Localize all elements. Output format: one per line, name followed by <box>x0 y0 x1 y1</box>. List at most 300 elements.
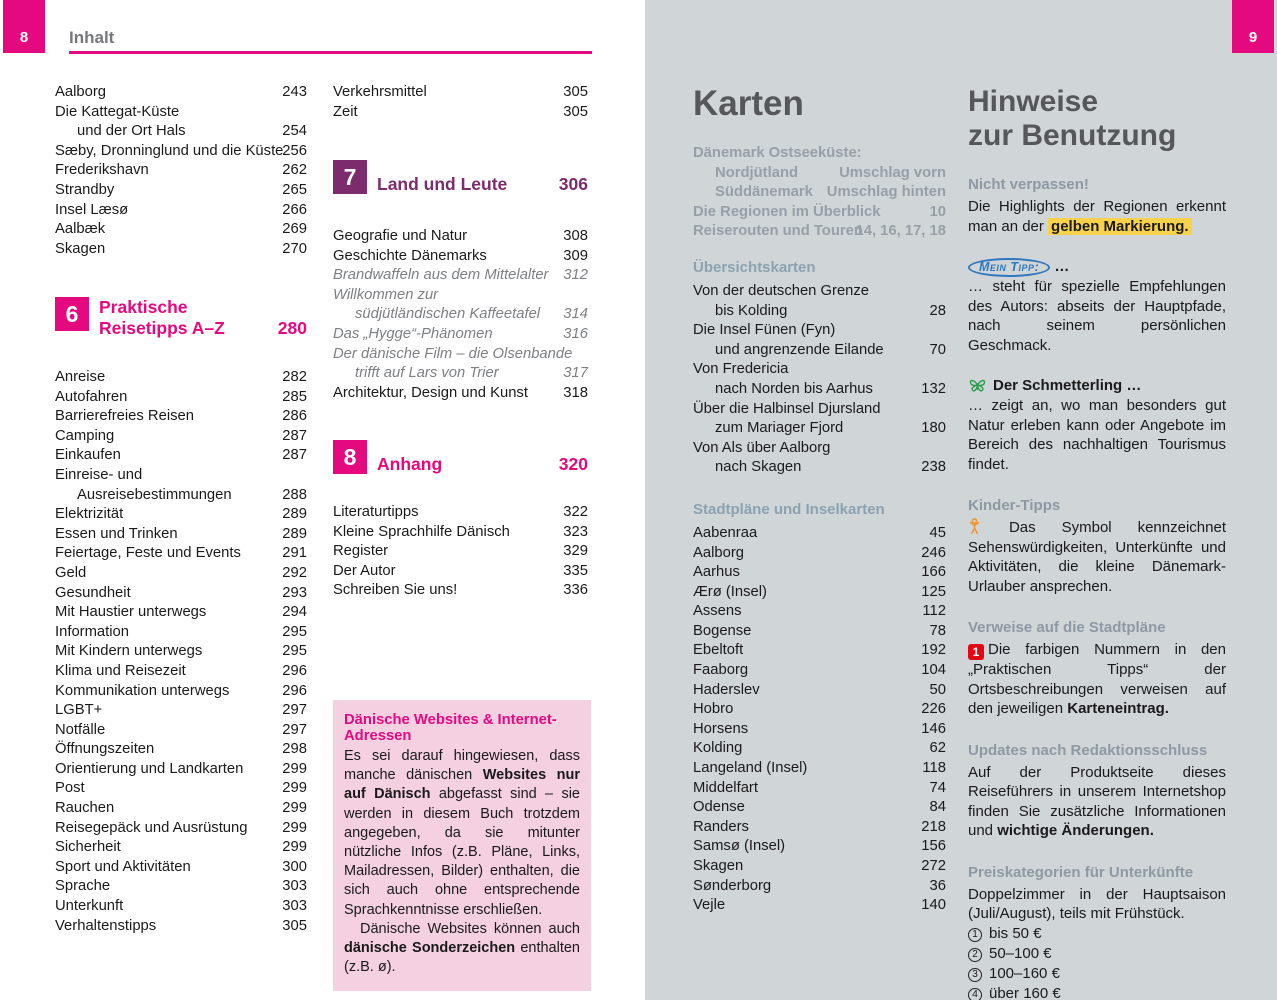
toc-row <box>693 602 946 622</box>
section7-title: Land und Leute <box>377 173 508 194</box>
toc-entry-page: Umschlag vorn <box>839 164 946 181</box>
toc-row <box>55 819 307 839</box>
toc-row <box>693 720 946 740</box>
toc-entry-label: Ærø (Insel) <box>693 583 767 600</box>
toc-row <box>693 641 946 661</box>
toc-entry-page: 132 <box>921 380 946 397</box>
toc-row <box>55 623 307 643</box>
toc-entry-label: Middelfart <box>693 779 758 796</box>
toc-entry-label: Aabenraa <box>693 524 758 541</box>
toc-entry-label: trifft auf Lars von Trier <box>355 365 499 382</box>
toc-row <box>55 83 307 103</box>
toc-row <box>55 161 307 181</box>
toc-row <box>55 799 307 819</box>
toc-row <box>693 380 946 400</box>
toc-row <box>693 857 946 877</box>
toc-entry-label: Assens <box>693 603 742 620</box>
toc-entry-label: Sprache <box>55 878 111 895</box>
toc-entry-label: Öffnungszeiten <box>55 741 155 758</box>
toc-row <box>55 564 307 584</box>
toc-row <box>693 544 946 564</box>
toc-entry-label: Aalborg <box>693 544 745 561</box>
toc-row <box>693 681 946 701</box>
kinder-tipps-head: Kinder-Tipps <box>968 497 1061 514</box>
toc-entry-page: 314 <box>563 306 588 323</box>
circled-number-icon: 1 <box>968 928 982 942</box>
toc-entry-page: 246 <box>921 544 946 561</box>
schmetterling-head <box>968 377 1226 394</box>
mein-tipp-line: Mein Tipp: … <box>968 258 1226 277</box>
toc-entry-page: 287 <box>282 427 307 444</box>
toc-entry-label: Verkehrsmittel <box>333 84 427 100</box>
toc-row <box>693 524 946 544</box>
toc-entry-label: Von Als über Aalborg <box>693 439 831 456</box>
toc-entry-page: 303 <box>282 898 307 915</box>
uebersichtskarten-list <box>693 282 946 478</box>
section6-title: Praktische Reisetipps A–Z <box>99 297 225 338</box>
stadtplaene-list <box>693 524 946 916</box>
toc-entry-page: 297 <box>282 702 307 719</box>
toc-entry-label: Klima und Reisezeit <box>55 662 186 679</box>
toc-entry-label: Mit Haustier unterwegs <box>55 604 207 621</box>
toc-entry-label: Skagen <box>693 858 744 874</box>
toc-entry-page: 78 <box>929 622 946 639</box>
toc-entry-page: 295 <box>282 643 307 660</box>
toc-row <box>693 360 946 380</box>
toc-entry-page: 288 <box>282 486 307 503</box>
page-right <box>645 0 1277 1000</box>
toc-entry-page: 297 <box>282 721 307 738</box>
verweise-text: 1 Die farbigen Nummern in den „Praktischen Tipps“ der Ortsbeschreibungen verweisen auf den jeweiligen Karteneintrag. <box>968 641 1226 717</box>
toc-row <box>55 779 307 799</box>
toc-row <box>693 400 946 420</box>
section8-page: 320 <box>558 453 588 474</box>
nicht-verpassen-head: Nicht verpassen! <box>968 176 1089 193</box>
toc-entry-label: Der Autor <box>333 562 396 579</box>
nicht-verpassen-text: Die Highlights der Regionen erkennt man an der gelben Markierung. <box>968 198 1226 235</box>
toc-row <box>55 103 307 123</box>
toc-entry-page: 318 <box>563 384 588 401</box>
toc-entry-page: 285 <box>282 388 307 405</box>
toc-row <box>333 247 588 267</box>
toc-entry-label: Ausreisebestimmungen <box>77 486 232 503</box>
toc-column2-top <box>333 83 588 122</box>
toc-entry-page: 305 <box>563 103 588 120</box>
toc-entry-page: 45 <box>929 524 946 541</box>
toc-row <box>55 858 307 878</box>
toc-entry-label: Literaturtipps <box>333 504 419 520</box>
toc-entry-page: Umschlag hinten <box>826 184 946 201</box>
toc-row <box>693 877 946 897</box>
toc-row <box>55 877 307 897</box>
toc-row <box>333 503 588 523</box>
infobox-danish-websites <box>333 700 591 991</box>
toc-row <box>693 700 946 720</box>
toc-entry-page: 298 <box>282 741 307 758</box>
toc-entry-page: 296 <box>282 662 307 679</box>
toc-entry-page: 303 <box>282 878 307 895</box>
toc-entry-page: 62 <box>929 740 946 757</box>
toc-entry-page: 287 <box>282 447 307 464</box>
toc-entry-label: Elektrizität <box>55 506 124 523</box>
toc-entry-label: Feiertage, Feste und Events <box>55 545 241 562</box>
section8-badge: 8 <box>333 440 367 474</box>
toc-entry-page: 146 <box>921 720 946 737</box>
toc-row <box>55 240 307 260</box>
toc-entry-page: 286 <box>282 408 307 425</box>
toc-entry-page: 316 <box>563 325 588 342</box>
toc-entry-label: Gesundheit <box>55 584 131 601</box>
toc-entry-page: 254 <box>282 123 307 140</box>
toc-row <box>55 220 307 240</box>
toc-row <box>55 201 307 221</box>
price-row <box>968 924 1226 944</box>
toc-entry-label: Horsens <box>693 720 749 737</box>
toc-entry-label: südjütländischen Kaffeetafel <box>355 306 541 323</box>
toc-entry-page: 125 <box>921 583 946 600</box>
toc-entry-label: Über die Halbinsel Djursland <box>693 400 881 417</box>
toc-entry-page: 70 <box>929 341 946 358</box>
toc-entry-label: Von Fredericia <box>693 361 789 378</box>
toc-row <box>333 305 588 325</box>
toc-entry-page: 226 <box>921 701 946 718</box>
toc-entry-label: Bogense <box>693 622 752 639</box>
child-icon <box>968 518 981 535</box>
toc-entry-page: 329 <box>563 543 588 560</box>
toc-entry-page: 308 <box>563 228 588 244</box>
toc-section8-items <box>333 503 588 601</box>
toc-entry-page: 192 <box>921 642 946 659</box>
toc-entry-page: 300 <box>282 858 307 875</box>
toc-row <box>55 181 307 201</box>
toc-entry-label: Sæby, Dronninglund und die Küste <box>55 142 284 159</box>
toc-entry-page: 140 <box>921 897 946 914</box>
yellow-highlight: gelben Markierung. <box>1048 218 1192 235</box>
toc-entry-page: 282 <box>282 369 307 385</box>
toc-entry-page: 166 <box>921 564 946 581</box>
toc-row <box>693 439 946 459</box>
price-row <box>968 984 1226 1000</box>
toc-row <box>55 388 307 408</box>
infobox-paragraph-2: Dänische Websites können auch dänische Sonderzeichen enthalten (z.B. ø). <box>344 920 580 976</box>
toc-row <box>333 542 588 562</box>
toc-entry-page: 305 <box>282 917 307 934</box>
toc-entry-page: 312 <box>563 267 588 284</box>
toc-row <box>333 227 588 247</box>
toc-entry-label: Zeit <box>333 103 358 120</box>
toc-entry-page: 289 <box>282 525 307 542</box>
toc-row <box>55 427 307 447</box>
toc-section7-items <box>333 227 588 403</box>
circled-number-icon: 4 <box>968 988 982 1000</box>
toc-row <box>333 523 588 543</box>
toc-entry-page: 256 <box>282 142 307 159</box>
section6-page: 280 <box>277 317 307 338</box>
toc-entry-page: 299 <box>282 839 307 856</box>
toc-entry-label: Sønderborg <box>693 877 772 894</box>
toc-row <box>693 837 946 857</box>
toc-row <box>693 818 946 838</box>
toc-entry-label: Rauchen <box>55 800 115 817</box>
toc-entry-label: Odense <box>693 799 745 816</box>
schmetterling-text: … zeigt an, wo man besonders gut Natur erleben kann oder Angebote im Bereich des nachhaltigen Tourismus findet. <box>968 397 1226 473</box>
toc-entry-page: 156 <box>921 838 946 855</box>
toc-entry-label: und der Ort Hals <box>77 123 186 140</box>
toc-entry-label: Geschichte Dänemarks <box>333 247 487 264</box>
butterfly-icon <box>968 377 987 394</box>
toc-entry-page: 309 <box>563 247 588 264</box>
toc-row <box>333 581 588 601</box>
toc-entry-label: Samsø (Insel) <box>693 838 786 855</box>
toc-row <box>55 682 307 702</box>
toc-entry-page: 84 <box>929 799 946 816</box>
toc-entry-label: nach Norden bis Aarhus <box>715 380 873 397</box>
price-label: über 160 € <box>989 984 1061 1000</box>
hinweise-heading: Hinweise zur Benutzung <box>968 85 1177 152</box>
toc-row <box>55 897 307 917</box>
toc-entry-page: 238 <box>921 459 946 476</box>
toc-entry-label: Essen und Trinken <box>55 525 178 542</box>
toc-entry-page: 104 <box>921 662 946 679</box>
toc-entry-page: 262 <box>282 162 307 179</box>
updates-text: Auf der Produktseite dieses Reiseführers in unserem Internetshop finden Sie zusätzliche Informationen und wichtige Änderungen. <box>968 763 1226 839</box>
toc-row <box>55 740 307 760</box>
toc-entry-page: 299 <box>282 800 307 817</box>
kinder-tipps-text: Das Symbol kennzeichnet Sehenswürdigkeiten, Unterkünfte und Aktivitäten, die kleine Dänemark-Urlauber ansprechen. <box>968 519 1226 595</box>
toc-entry-label: Einkaufen <box>55 447 121 464</box>
price-list <box>968 924 1226 1000</box>
toc-entry-page: 299 <box>282 780 307 797</box>
price-label: bis 50 € <box>989 924 1042 942</box>
toc-entry-label: Insel Læsø <box>55 201 129 218</box>
karten-heading: Karten <box>693 84 804 123</box>
toc-entry-page: 28 <box>929 302 946 319</box>
toc-entry-page: 50 <box>929 681 946 698</box>
toc-row <box>693 798 946 818</box>
section7-badge: 7 <box>333 160 367 194</box>
toc-entry-label: Schreiben Sie uns! <box>333 582 458 599</box>
price-label: 100–160 € <box>989 964 1060 982</box>
toc-row <box>333 325 588 345</box>
toc-entry-page: 218 <box>921 818 946 835</box>
toc-entry-page: 269 <box>282 221 307 238</box>
toc-row <box>55 603 307 623</box>
toc-entry-label: nach Skagen <box>715 459 802 476</box>
toc-entry-label: Aalbæk <box>55 221 106 238</box>
mein-tipp-stamp-icon: Mein Tipp: <box>968 258 1050 277</box>
toc-row <box>55 368 307 388</box>
toc-row <box>693 583 946 603</box>
toc-row <box>693 222 946 242</box>
toc-row <box>693 321 946 341</box>
toc-entry-label: Reiserouten und Touren <box>693 223 863 240</box>
toc-row <box>333 364 588 384</box>
section7-header <box>333 160 588 194</box>
section8-title: Anhang <box>377 453 443 474</box>
toc-entry-page: 294 <box>282 604 307 621</box>
toc-entry-page: 305 <box>563 84 588 100</box>
toc-column1-items <box>55 368 307 936</box>
toc-entry-page: 335 <box>563 562 588 579</box>
toc-entry-label: Barrierefreies Reisen <box>55 408 194 425</box>
toc-entry-label: Süddänemark <box>715 184 813 201</box>
toc-entry-label: bis Kolding <box>715 302 788 319</box>
toc-row <box>55 662 307 682</box>
page-number-right: 9 <box>1248 29 1258 46</box>
toc-entry-label: Sport und Aktivitäten <box>55 858 191 875</box>
toc-row <box>55 407 307 427</box>
toc-entry-label: Sicherheit <box>55 839 121 856</box>
toc-entry-page: 317 <box>563 365 588 382</box>
toc-row <box>693 661 946 681</box>
toc-entry-label: Skagen <box>55 240 106 257</box>
price-row <box>968 964 1226 984</box>
toc-row <box>55 642 307 662</box>
toc-row <box>55 122 307 142</box>
toc-entry-label: Faaborg <box>693 662 749 679</box>
toc-row <box>693 896 946 916</box>
section6-header <box>55 297 307 338</box>
toc-column1-top <box>55 83 307 259</box>
toc-entry-label: Brandwaffeln aus dem Mittelalter <box>333 267 549 284</box>
toc-entry-page: 292 <box>282 564 307 581</box>
karten-cover-maps-list <box>693 144 946 242</box>
infobox-title: Dänische Websites & Internet-Adressen <box>344 712 557 744</box>
toc-entry-label: Verhaltenstipps <box>55 917 157 934</box>
toc-row <box>693 302 946 322</box>
toc-entry-label: Die Insel Fünen (Fyn) <box>693 322 836 339</box>
toc-row <box>333 103 588 123</box>
page-title: Inhalt <box>69 28 115 47</box>
toc-entry-label: Information <box>55 623 130 640</box>
toc-row <box>55 446 307 466</box>
toc-entry-label: Von der deutschen Grenze <box>693 282 870 299</box>
toc-entry-label: Willkommen zur <box>333 286 439 303</box>
toc-entry-label: Aarhus <box>693 564 740 581</box>
toc-entry-page: 295 <box>282 623 307 640</box>
toc-row <box>693 739 946 759</box>
toc-row <box>55 838 307 858</box>
toc-entry-label: Kommunikation unterwegs <box>55 682 230 699</box>
toc-entry-label: zum Mariager Fjord <box>715 420 844 437</box>
toc-row <box>693 622 946 642</box>
toc-row <box>55 525 307 545</box>
toc-entry-label: Dänemark Ostseeküste: <box>693 145 862 161</box>
stadtplaene-subhead: Stadtpläne und Inselkarten <box>693 500 885 518</box>
toc-row <box>55 505 307 525</box>
toc-entry-page: 118 <box>922 760 946 777</box>
updates-head: Updates nach Redaktionsschluss <box>968 741 1208 759</box>
toc-entry-label: Kleine Sprachhilfe Dänisch <box>333 523 510 540</box>
toc-row <box>693 419 946 439</box>
toc-row <box>55 486 307 506</box>
toc-entry-label: Architektur, Design und Kunst <box>333 384 528 401</box>
toc-row <box>55 584 307 604</box>
schmetterling-title: Der Schmetterling … <box>993 377 1142 394</box>
toc-row <box>693 164 946 184</box>
toc-entry-page: 272 <box>921 858 946 874</box>
toc-entry-label: Unterkunft <box>55 898 124 915</box>
toc-row <box>55 466 307 486</box>
toc-entry-page: 243 <box>282 84 307 100</box>
toc-entry-page: 10 <box>929 203 946 220</box>
toc-entry-label: Nordjütland <box>715 164 799 181</box>
price-label: 50–100 € <box>989 944 1052 962</box>
toc-entry-page: 299 <box>282 760 307 777</box>
toc-entry-page: 293 <box>282 584 307 601</box>
toc-entry-page: 291 <box>282 545 307 562</box>
toc-entry-page: 299 <box>282 819 307 836</box>
toc-entry-label: Vejle <box>693 897 726 914</box>
toc-entry-label: Die Regionen im Überblick <box>693 203 881 220</box>
toc-row <box>693 458 946 478</box>
toc-entry-label: Einreise- und <box>55 466 143 483</box>
toc-entry-page: 266 <box>282 201 307 218</box>
toc-row <box>55 760 307 780</box>
toc-entry-label: Reisegepäck und Ausrüstung <box>55 819 248 836</box>
toc-entry-page: 74 <box>929 779 946 796</box>
toc-entry-label: Register <box>333 543 389 560</box>
mein-tipp-text: … steht für spezielle Empfehlungen des Autors: abseits der Hauptpfade, nach seinem persönlichen Geschmack. <box>968 278 1226 354</box>
toc-entry-label: Frederikshavn <box>55 162 149 179</box>
section8-header <box>333 440 588 474</box>
toc-entry-label: Ebeltoft <box>693 642 744 659</box>
toc-row <box>693 203 946 223</box>
toc-entry-page: 336 <box>563 582 588 599</box>
infobox-paragraph-1: Es sei darauf hingewiesen, dass manche dänischen Websites nur auf Dänisch abgefasst sind – sie werden in diesem Buch trotzdem angegeben, da sie mitunter nützliche Infos (z.B. Pläne, Links, Mailadressen, Bilder) enthalten, die sich auch ohne entsprechende Sprachkenntnisse erschließen. <box>344 748 581 918</box>
toc-entry-label: Post <box>55 780 85 797</box>
toc-row <box>55 142 307 162</box>
toc-entry-page: 296 <box>282 682 307 699</box>
section6-badge: 6 <box>55 297 89 331</box>
toc-entry-label: Hobro <box>693 701 734 718</box>
toc-entry-page: 322 <box>563 504 588 520</box>
toc-row <box>693 144 946 164</box>
toc-entry-label: Geografie und Natur <box>333 228 468 244</box>
toc-row <box>693 282 946 302</box>
toc-row <box>693 779 946 799</box>
page-number-tab-left <box>3 0 45 53</box>
toc-entry-label: Autofahren <box>55 388 128 405</box>
toc-row <box>693 183 946 203</box>
toc-row <box>333 286 588 306</box>
toc-entry-label: Langeland (Insel) <box>693 760 808 777</box>
hinweise-column <box>968 85 1226 1000</box>
toc-row <box>55 701 307 721</box>
map-number-badge-icon: 1 <box>968 644 984 660</box>
page-number-left: 8 <box>19 29 29 46</box>
karten-column <box>693 85 946 916</box>
toc-row <box>693 563 946 583</box>
toc-entry-label: LGBT+ <box>55 702 103 719</box>
toc-entry-page: 14, 16, 17, 18 <box>855 223 946 240</box>
toc-entry-label: Aalborg <box>55 84 107 100</box>
toc-entry-label: Das „Hygge“-Phänomen <box>333 325 493 342</box>
toc-entry-label: Notfälle <box>55 721 106 738</box>
preiskategorien-intro: Doppelzimmer in der Hauptsaison (Juli/August), teils mit Frühstück. <box>968 885 1226 922</box>
toc-entry-label: Camping <box>55 427 115 444</box>
toc-entry-label: Mit Kindern unterwegs <box>55 643 203 660</box>
price-row <box>968 944 1226 964</box>
header-rule <box>69 51 592 54</box>
toc-entry-label: Orientierung und Landkarten <box>55 760 244 777</box>
toc-row <box>55 917 307 937</box>
toc-row <box>333 345 588 365</box>
toc-row <box>333 562 588 582</box>
toc-entry-label: Randers <box>693 818 749 835</box>
toc-row <box>55 721 307 741</box>
section7-page: 306 <box>558 173 588 194</box>
